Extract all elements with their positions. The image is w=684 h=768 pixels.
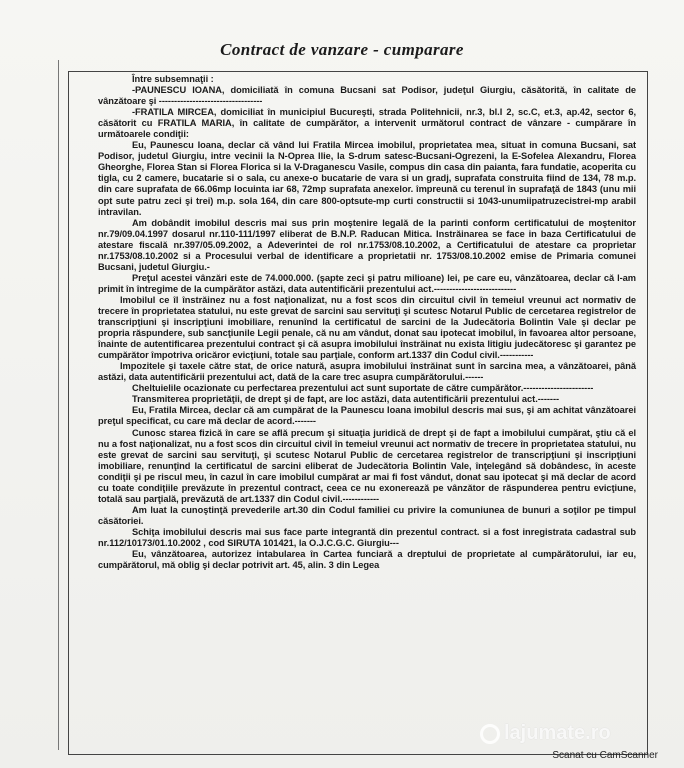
property-description: Eu, Paunescu Ioana, declar că vând lui Fratila Mircea imobilul, proprietatea mea, situat in comuna Bucsani, sat Podisor, judetul Giurgiu, intre vecinii la N-Oprea Ilie, la S-drum satesc-Bucsani-Ogrezeni, la E-Sofelea Alexandru, Florea Gheorghe, Florea Stan si Florea Florica si la V-Draganescu Vasile, compus din casa din paianta, fara fundatie, acoperita cu tigla, cu 2 camere, bucatarie si o sala, cu anexe-o bucatarie de vara si un gradj, suprafata construita fiind de 134, 78 m.p. din care suprafata de 66.06mp locuinta iar 68, 72mp suprafata anexelor. împreună cu terenul în suprafaţă de 1843 (unu mii opt sute patru zeci şi trei) m.p. sola 164, din care 800-optsute-mp curti constructii si 1043-unumiipatruzecistrei-mp arabil intravilan. [98, 140, 636, 217]
watermark [480, 722, 611, 745]
family-code-paragraph: Am luat la cunoştinţă prevederile art.30 din Codul familiei cu privire la comuniunea de bunuri a soţilor pe timpul căsătoriei. [98, 504, 636, 526]
watermark-text: lajumate.ro [504, 722, 611, 744]
acquisition-paragraph: Am dobândit imobilul descris mai sus prin moştenire legală de la parinti conform certificatului de moştenitor nr.79/09.04.1997 dosarul nr.110-111/1997 eliberat de B.N.P. Raducan Mitica. Instrăinarea se face in baza Certificatului de atestare fiscală nr.397/05.09.2002, a Adeverintei de rol nr.1753/08.10.2002, a Certificatului de atestare ca proprietar nr.1753/08.10.2002 si a Procesului verbal de identificare a proprietatii nr. 1753/08.10.2002 emise de Primaria comunei Bucsani, judetul Giurgiu.- [98, 217, 636, 272]
watermark-logo-icon [480, 724, 500, 744]
document-title: Contract de vanzare - cumparare [220, 40, 464, 59]
sketch-paragraph: Schiţa imobilului descris mai sus face parte integrantă din prezentul contract. si a fost inregistrata cadastral sub nr.112/10173/01.10.2002 , cod SIRUTA 101421, la O.J.C.G.C. Giurgiu--- [98, 526, 636, 548]
price-paragraph: Preţul acestei vânzări este de 74.000.000. (şapte zeci şi patru milioane) lei, pe care eu, vânzătoarea, declar că l-am primit în întregime de la cumpărător astăzi, data autentificării prezentului act.--------------------------- [98, 272, 636, 294]
expenses-paragraph: Cheltuielile ocazionate cu perfectarea prezentului act sunt suportate de către cumpărător.----------------------- [132, 383, 594, 394]
warranty-paragraph: Imobilul ce îl înstrăinez nu a fost naţionalizat, nu a fost scos din circuitul civil în temeiul vreunui act normativ de trecere în proprietatea statului, nu este grevat de sarcini sau servituţi şi scutesc Notarul Public de cercetarea registrelor de transcripţiuni şi inscripţiuni imobiliare, renunînd la certificatul de sarcini de la Judecătoria Bolintin Vale şi declar pe propria răspundere, sub sancţiunile Legii penale, că nu am vândut, donat sau ipotecat imobilul, în favoarea altor persoane, înainte de autentificarea prezentului contract şi că asupra imobilului înstrăinat nu exista litigiu judecătoresc şi garantez pe cumpărător împotriva oricăror evicţiuni, totale sau parţiale, conform art.1337 din Codul civil.----------- [98, 294, 636, 361]
buyer-knowledge-paragraph: Cunosc starea fizică în care se află precum şi situaţia juridică de drept şi de fapt a imobilului cumpărat, ştiu că el nu a fost naţionalizat, nu a fost scos din circuitul civil în temeiul vreunui act normativ de trecere în proprietatea statului, nu este grevat de sarcini sau servituţi, şi scutesc Notarul Public de cercetarea registrelor de transcripţiuni şi inscripţiuni imobiliare, renunţînd la certificatul de sarcini eliberat de Judecătoria Bolintin Vale, înţelegând să dobândesc, în aceste condiţii şi pe riscul meu, în cazul în care imobilul cumpărat ar mai fi fost vândut, donat sau ipotecat şi mă declar de acord cu toate condiţiile prevăzute în prezentul contract, ceea ce nu exonerează pe vânzător de răspunderea pentru evicţiune, totală sau parţială, prevăzută de art.1337 din Codul civil.------------ [98, 427, 636, 504]
registration-paragraph: Eu, vânzătoarea, autorizez intabularea în Cartea funciară a dreptului de proprietate al cumpărătorului, iar eu, cumpărătorul, mă oblig şi declar potrivit art. 45, alin. 3 din Legea [98, 549, 636, 571]
taxes-paragraph: Impozitele şi taxele către stat, de orice natură, asupra imobilului înstrăinat sunt în sarcina mea, a vânzătoarei, până astăzi, data autentificării prezentului act, dată de la care trec asupra cumpărătorului.------ [98, 361, 636, 383]
scanner-footer: Scanat cu CamScanner [552, 750, 658, 761]
transfer-paragraph: Transmiterea proprietăţii, de drept şi de fapt, are loc astăzi, data autentificării prezentului act.------- [132, 394, 560, 405]
contract-body [98, 74, 636, 571]
buyer-paragraph: -FRATILA MIRCEA, domiciliat în municipiul Bucureşti, strada Politehnicii, nr.3, bl.I 2, sc.C, et.3, ap.42, sector 6, căsătorit cu FRATILA MARIA, în calitate de cumpărător, a intervenit următorul contract de vânzare - cumpărare în următoarele condiţii: [98, 107, 636, 140]
left-rule [58, 60, 59, 750]
seller-paragraph: -PAUNESCU IOANA, domiciliată în comuna Bucsani sat Podisor, judeţul Giurgiu, căsătorită, în calitate de vânzătoare şi ---------------------------------- [98, 85, 636, 107]
intro-line: Între subsemnaţii : [132, 74, 214, 84]
buyer-declaration: Eu, Fratila Mircea, declar că am cumpărat de la Paunescu Ioana imobilul descris mai sus, şi am achitat vânzătoarei preţul specificat, cu care mă declar de acord.------- [98, 405, 636, 427]
